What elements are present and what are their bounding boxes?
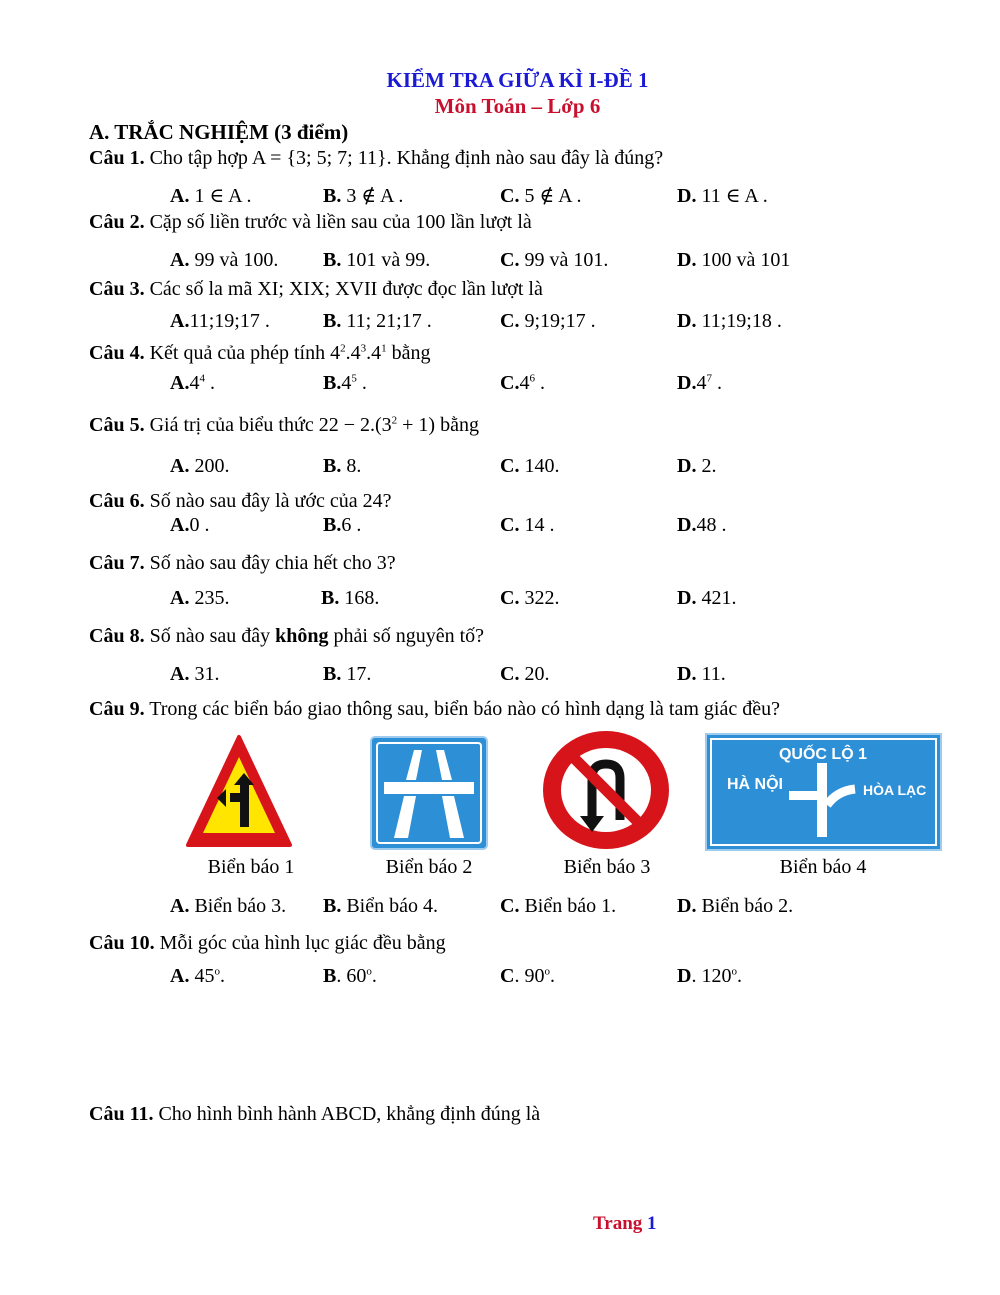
q6-option-a[interactable]: A.0 . — [170, 514, 210, 536]
question-7: Câu 7. Số nào sau đây chia hết cho 3? — [89, 552, 396, 574]
q3-option-c[interactable]: C. 9;19;17 . — [500, 310, 596, 332]
q7-option-c[interactable]: C. 322. — [500, 587, 560, 609]
question-2: Câu 2. Cặp số liền trước và liền sau của 100 lần lượt là — [89, 211, 532, 233]
traffic-sign-2-square — [370, 736, 488, 850]
sign-caption-1: Biển báo 1 — [207, 856, 295, 878]
q3-option-d[interactable]: D. 11;19;18 . — [677, 310, 782, 332]
q8-option-c[interactable]: C. 20. — [500, 663, 550, 685]
traffic-sign-1-triangle — [184, 733, 294, 849]
q1-option-a[interactable]: A. 1 ∈ A . — [170, 185, 252, 207]
q2-option-c[interactable]: C. 99 và 101. — [500, 249, 609, 271]
q5-expression: $22 - 2.(3^2 + 1)$ — [318, 414, 436, 436]
q1-option-d[interactable]: D. 11 ∈ A . — [677, 185, 768, 207]
sign-caption-4: Biển báo 4 — [779, 856, 867, 878]
traffic-sign-4-rectangle — [705, 733, 942, 851]
question-text: Cho tập hợp A = {3; 5; 7; 11}. Khẳng định nào sau đây là đúng? — [149, 147, 664, 169]
q2-option-a[interactable]: A. 99 và 100. — [170, 249, 279, 271]
q9-option-c[interactable]: C. Biển báo 1. — [500, 895, 617, 917]
q4-expression: $4^2.4^3.4^1$ — [330, 342, 387, 364]
q1-option-c[interactable]: C. 5 ∉ A . — [500, 185, 582, 207]
q6-option-d[interactable]: D.48 . — [677, 514, 727, 536]
q8-option-b[interactable]: B. 17. — [323, 663, 372, 685]
q1-option-b[interactable]: B. 3 ∉ A . — [323, 185, 404, 207]
q5-option-c[interactable]: C. 140. — [500, 455, 560, 477]
q4-option-a[interactable]: $A.4^4$ . — [170, 372, 215, 394]
section-heading: A. TRẮC NGHIỆM (3 điểm) — [89, 120, 349, 144]
q3-option-a[interactable]: A.11;19;17 . — [170, 310, 270, 332]
q5-option-b[interactable]: B. 8. — [323, 455, 362, 477]
question-1 — [89, 147, 663, 170]
q10-option-b[interactable]: B. 60$^o$. — [323, 965, 377, 987]
q3-option-b[interactable]: B. 11; 21;17 . — [323, 310, 432, 332]
page-footer — [593, 1213, 657, 1235]
q8-option-d[interactable]: D. 11. — [677, 663, 726, 685]
q10-option-c[interactable]: C. 90$^o$. — [500, 965, 555, 987]
q2-option-b[interactable]: B. 101 và 99. — [323, 249, 431, 271]
question-6: Câu 6. Số nào sau đây là ước của 24? — [89, 490, 392, 512]
sign4-left-label: HÀ NỘI — [727, 776, 783, 793]
question-10: Câu 10. Mỗi góc của hình lục giác đều bằng — [89, 932, 446, 954]
question-4: Câu 4. Kết quả của phép tính $4^2.4^3.4^1$ bằng — [89, 342, 431, 364]
question-5: Câu 5. Giá trị của biểu thức $22 - 2.(3^2 + 1)$ bằng — [89, 414, 479, 436]
question-8: Câu 8. Số nào sau đây không phải số nguyên tố? — [89, 625, 485, 647]
q9-option-a[interactable]: A. Biển báo 3. — [170, 895, 287, 917]
q6-option-c[interactable]: C. 14 . — [500, 514, 555, 536]
q8-option-a[interactable]: A. 31. — [170, 663, 220, 685]
q10-option-a[interactable]: A. 45$^o$. — [170, 965, 225, 987]
sign-caption-3: Biển báo 3 — [563, 856, 651, 878]
q7-option-a[interactable]: A. 235. — [170, 587, 230, 609]
question-3: Câu 3. Các số la mã XI; XIX; XVII được đọc lần lượt là — [89, 278, 543, 300]
q2-option-d[interactable]: D. 100 và 101 — [677, 249, 791, 271]
q4-option-b[interactable]: $B.4^5$ . — [323, 372, 367, 394]
question-11: Câu 11. Cho hình bình hành ABCD, khẳng định đúng là — [89, 1103, 541, 1125]
question-label: Câu 1. — [89, 147, 145, 169]
sign-caption-2: Biển báo 2 — [385, 856, 473, 878]
q9-option-d[interactable]: D. Biển báo 2. — [677, 895, 794, 917]
sign4-title: QUỐC LỘ 1 — [778, 746, 868, 763]
q5-option-a[interactable]: A. 200. — [170, 455, 230, 477]
footer-page-number: 1 — [647, 1213, 657, 1234]
footer-label: Trang — [593, 1213, 643, 1234]
sign4-right-label: HÒA LẠC — [863, 782, 927, 798]
traffic-sign-3-circle — [540, 728, 672, 852]
question-9: Câu 9. Trong các biển báo giao thông sau, biển báo nào có hình dạng là tam giác đều? — [89, 698, 780, 720]
q6-option-b[interactable]: B.6 . — [323, 514, 362, 536]
q7-option-d[interactable]: D. 421. — [677, 587, 737, 609]
q7-option-b[interactable]: B. 168. — [321, 587, 380, 609]
q4-option-c[interactable]: $C.4^6$ . — [500, 372, 545, 394]
q5-option-d[interactable]: D. 2. — [677, 455, 717, 477]
exam-subtitle: Môn Toán – Lớp 6 — [434, 94, 601, 118]
q4-option-d[interactable]: $D.4^7$ . — [677, 372, 722, 394]
exam-title: KIỂM TRA GIỮA KÌ I-ĐỀ 1 — [386, 68, 649, 92]
q9-option-b[interactable]: B. Biển báo 4. — [323, 895, 438, 917]
q10-option-d[interactable]: D. 120$^o$. — [677, 965, 742, 987]
